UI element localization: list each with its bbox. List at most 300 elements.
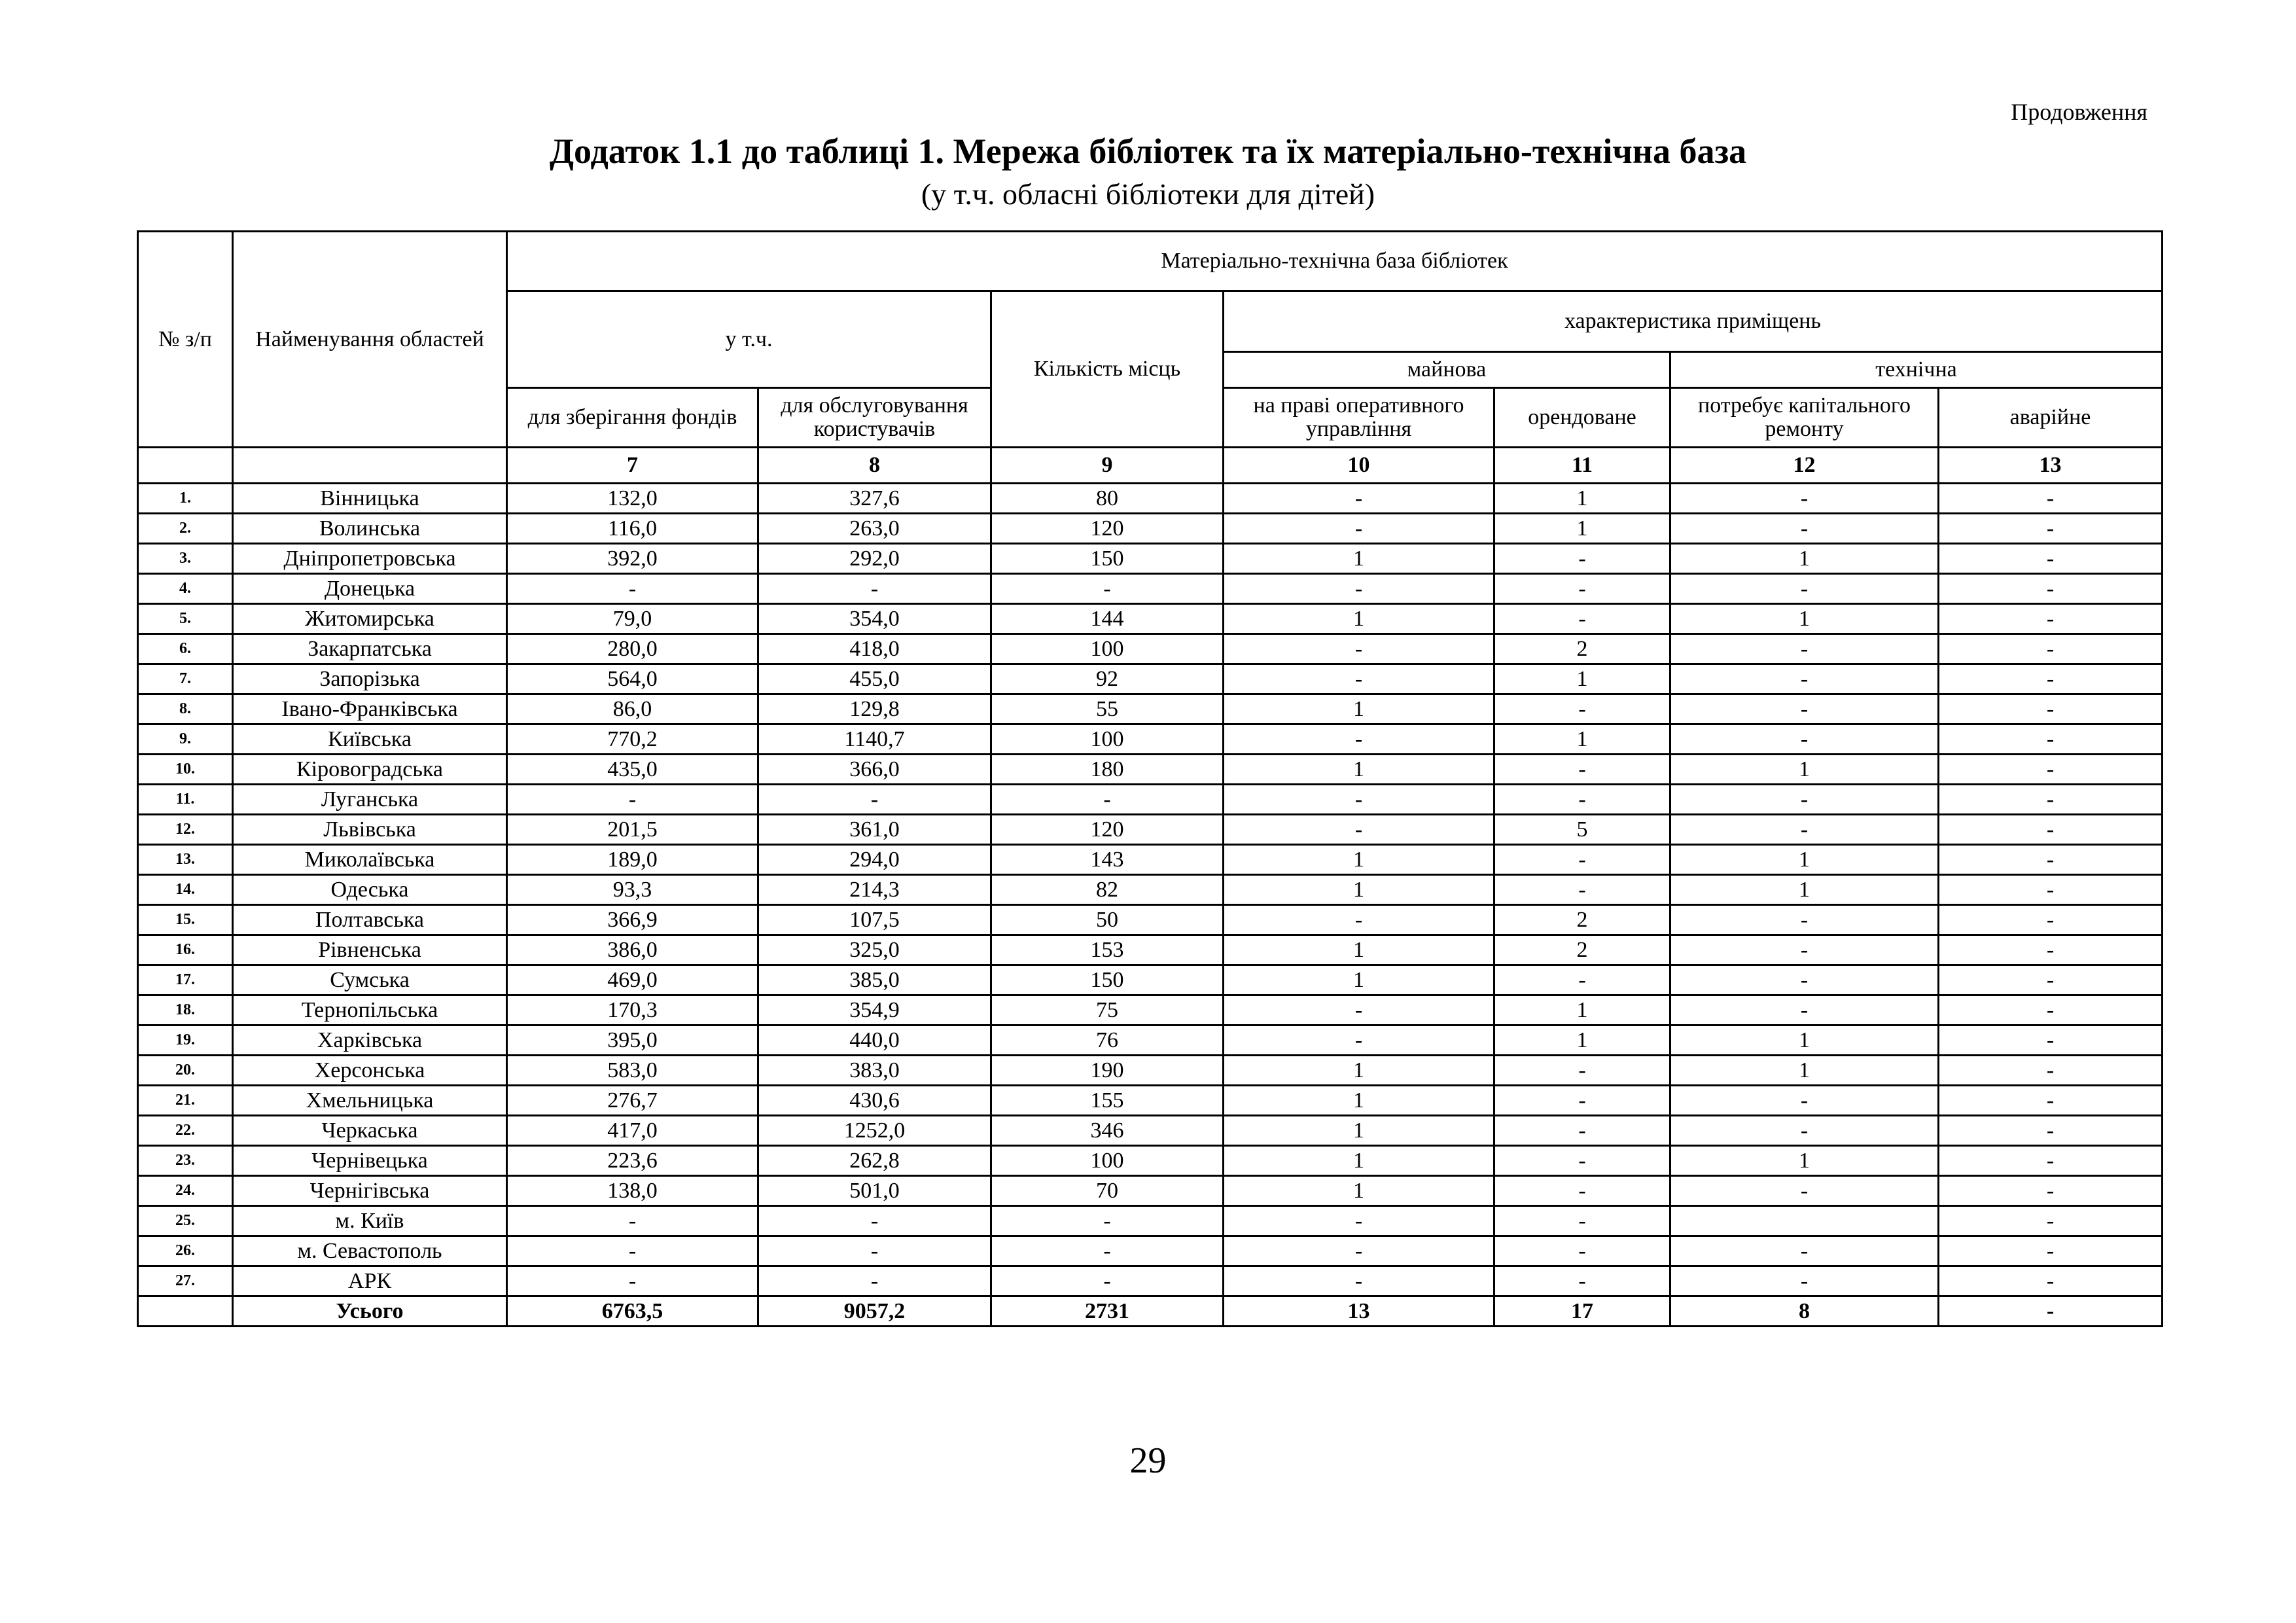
seats-count: 144 <box>991 604 1224 634</box>
rented-count: - <box>1494 1116 1670 1146</box>
service-area: 9057,2 <box>758 1296 991 1327</box>
storage-area: 770,2 <box>507 724 758 755</box>
operational-count: - <box>1224 995 1494 1026</box>
storage-area: 170,3 <box>507 995 758 1026</box>
rented-count: - <box>1494 544 1670 574</box>
row-number: 21. <box>138 1086 233 1116</box>
table-row <box>138 484 2163 514</box>
operational-count: - <box>1224 815 1494 845</box>
row-number: 10. <box>138 755 233 785</box>
emergency-count: - <box>1939 484 2163 514</box>
service-area: 366,0 <box>758 755 991 785</box>
operational-count: 1 <box>1224 755 1494 785</box>
region-name: Київська <box>233 724 507 755</box>
storage-area: - <box>507 1266 758 1296</box>
table-row <box>138 905 2163 935</box>
row-number: 5. <box>138 604 233 634</box>
header-including: у т.ч. <box>507 291 991 388</box>
region-name: Чернівецька <box>233 1146 507 1176</box>
emergency-count: - <box>1939 694 2163 724</box>
region-name: Чернігівська <box>233 1176 507 1206</box>
rented-count: - <box>1494 1206 1670 1236</box>
storage-area: 93,3 <box>507 875 758 905</box>
storage-area: 469,0 <box>507 965 758 995</box>
operational-count: 1 <box>1224 544 1494 574</box>
seats-count: - <box>991 1206 1224 1236</box>
column-number: 8 <box>758 448 991 484</box>
emergency-count: - <box>1939 1296 2163 1327</box>
operational-count: - <box>1224 664 1494 694</box>
row-number <box>138 1296 233 1327</box>
column-number: 7 <box>507 448 758 484</box>
header-seats: Кількість місць <box>991 291 1224 448</box>
repair-count: - <box>1670 724 1939 755</box>
operational-count: 1 <box>1224 875 1494 905</box>
page-subtitle: (у т.ч. обласні бібліотеки для дітей) <box>921 177 1375 211</box>
operational-count: 1 <box>1224 965 1494 995</box>
row-number: 18. <box>138 995 233 1026</box>
emergency-count: - <box>1939 604 2163 634</box>
repair-count: 1 <box>1670 544 1939 574</box>
storage-area: 132,0 <box>507 484 758 514</box>
service-area: - <box>758 574 991 604</box>
rented-count: - <box>1494 1056 1670 1086</box>
table-row <box>138 935 2163 965</box>
header-emergency: аварійне <box>1939 388 2163 448</box>
service-area: 385,0 <box>758 965 991 995</box>
region-name: Луганська <box>233 785 507 815</box>
rented-count: - <box>1494 1176 1670 1206</box>
row-number: 17. <box>138 965 233 995</box>
rented-count: 17 <box>1494 1296 1670 1327</box>
row-number: 19. <box>138 1026 233 1056</box>
region-name: Тернопільська <box>233 995 507 1026</box>
column-number: 12 <box>1670 448 1939 484</box>
repair-count: - <box>1670 1236 1939 1266</box>
table-row <box>138 664 2163 694</box>
rented-count: 1 <box>1494 664 1670 694</box>
row-number: 23. <box>138 1146 233 1176</box>
storage-area: 583,0 <box>507 1056 758 1086</box>
region-name: Івано-Франківська <box>233 694 507 724</box>
emergency-count: - <box>1939 574 2163 604</box>
row-number: 1. <box>138 484 233 514</box>
row-number: 27. <box>138 1266 233 1296</box>
region-name: Харківська <box>233 1026 507 1056</box>
storage-area: 6763,5 <box>507 1296 758 1327</box>
operational-count: 1 <box>1224 935 1494 965</box>
operational-count: 13 <box>1224 1296 1494 1327</box>
service-area: - <box>758 785 991 815</box>
seats-count: 150 <box>991 544 1224 574</box>
seats-count: 70 <box>991 1176 1224 1206</box>
row-number: 15. <box>138 905 233 935</box>
region-name: м. Київ <box>233 1206 507 1236</box>
rented-count: 1 <box>1494 995 1670 1026</box>
rented-count: - <box>1494 785 1670 815</box>
seats-count: - <box>991 574 1224 604</box>
seats-count: 100 <box>991 634 1224 664</box>
column-number: 13 <box>1939 448 2163 484</box>
row-number: 3. <box>138 544 233 574</box>
service-area: 501,0 <box>758 1176 991 1206</box>
operational-count: - <box>1224 1206 1494 1236</box>
operational-count: - <box>1224 1026 1494 1056</box>
storage-area: 395,0 <box>507 1026 758 1056</box>
header-operational: на праві оперативного управління <box>1224 388 1494 448</box>
row-number: 14. <box>138 875 233 905</box>
storage-area: 417,0 <box>507 1116 758 1146</box>
operational-count: 1 <box>1224 845 1494 875</box>
storage-area: - <box>507 574 758 604</box>
repair-count: 1 <box>1670 1026 1939 1056</box>
repair-count: - <box>1670 484 1939 514</box>
seats-count: 76 <box>991 1026 1224 1056</box>
column-number-blank <box>138 448 233 484</box>
row-number: 6. <box>138 634 233 664</box>
service-area: 294,0 <box>758 845 991 875</box>
column-number: 11 <box>1494 448 1670 484</box>
row-number: 22. <box>138 1116 233 1146</box>
row-number: 12. <box>138 815 233 845</box>
region-name: Хмельницька <box>233 1086 507 1116</box>
operational-count: - <box>1224 1236 1494 1266</box>
repair-count: - <box>1670 1116 1939 1146</box>
header-property: майнова <box>1224 352 1670 388</box>
storage-area: 223,6 <box>507 1146 758 1176</box>
header-repair: потребує капітального ремонту <box>1670 388 1939 448</box>
region-name: Житомирська <box>233 604 507 634</box>
region-name: Усього <box>233 1296 507 1327</box>
emergency-count: - <box>1939 905 2163 935</box>
emergency-count: - <box>1939 544 2163 574</box>
row-number: 9. <box>138 724 233 755</box>
table-row <box>138 694 2163 724</box>
table-row <box>138 1176 2163 1206</box>
seats-count: - <box>991 1266 1224 1296</box>
operational-count: - <box>1224 484 1494 514</box>
table-row <box>138 995 2163 1026</box>
repair-count: - <box>1670 694 1939 724</box>
row-number: 13. <box>138 845 233 875</box>
storage-area: 392,0 <box>507 544 758 574</box>
operational-count: 1 <box>1224 1086 1494 1116</box>
seats-count: 120 <box>991 815 1224 845</box>
header-name: Найменування областей <box>233 232 507 448</box>
repair-count: 1 <box>1670 604 1939 634</box>
rented-count: - <box>1494 1086 1670 1116</box>
header-premises: характеристика приміщень <box>1224 291 2163 352</box>
operational-count: 1 <box>1224 1116 1494 1146</box>
operational-count: 1 <box>1224 604 1494 634</box>
emergency-count: - <box>1939 785 2163 815</box>
repair-count: - <box>1670 995 1939 1026</box>
total-row <box>138 1296 2163 1327</box>
region-name: Черкаська <box>233 1116 507 1146</box>
region-name: Херсонська <box>233 1056 507 1086</box>
emergency-count: - <box>1939 1116 2163 1146</box>
storage-area: 201,5 <box>507 815 758 845</box>
table-row <box>138 1206 2163 1236</box>
table-row <box>138 1056 2163 1086</box>
storage-area: 435,0 <box>507 755 758 785</box>
emergency-count: - <box>1939 845 2163 875</box>
emergency-count: - <box>1939 1236 2163 1266</box>
seats-count: 155 <box>991 1086 1224 1116</box>
rented-count: - <box>1494 1266 1670 1296</box>
row-number: 16. <box>138 935 233 965</box>
repair-count: - <box>1670 574 1939 604</box>
region-name: Донецька <box>233 574 507 604</box>
operational-count: - <box>1224 785 1494 815</box>
region-name: АРК <box>233 1266 507 1296</box>
service-area: 361,0 <box>758 815 991 845</box>
repair-count: - <box>1670 785 1939 815</box>
row-number: 11. <box>138 785 233 815</box>
region-name: Полтавська <box>233 905 507 935</box>
emergency-count: - <box>1939 1176 2163 1206</box>
row-number: 25. <box>138 1206 233 1236</box>
seats-count: 75 <box>991 995 1224 1026</box>
storage-area: 86,0 <box>507 694 758 724</box>
seats-count: 80 <box>991 484 1224 514</box>
table-row <box>138 785 2163 815</box>
rented-count: 1 <box>1494 514 1670 544</box>
emergency-count: - <box>1939 1206 2163 1236</box>
table-row <box>138 574 2163 604</box>
service-area: 327,6 <box>758 484 991 514</box>
table-row <box>138 755 2163 785</box>
repair-count: 8 <box>1670 1296 1939 1327</box>
seats-count: 150 <box>991 965 1224 995</box>
service-area: 292,0 <box>758 544 991 574</box>
storage-area: - <box>507 785 758 815</box>
repair-count: 1 <box>1670 1146 1939 1176</box>
seats-count: 153 <box>991 935 1224 965</box>
repair-count: 1 <box>1670 845 1939 875</box>
repair-count: - <box>1670 634 1939 664</box>
page-title: Додаток 1.1 до таблиці 1. Мережа бібліотек та їх матеріально-технічна база <box>549 132 1747 171</box>
seats-count: 82 <box>991 875 1224 905</box>
service-area: 430,6 <box>758 1086 991 1116</box>
operational-count: - <box>1224 1266 1494 1296</box>
storage-area: - <box>507 1206 758 1236</box>
operational-count: - <box>1224 634 1494 664</box>
storage-area: - <box>507 1236 758 1266</box>
table-body <box>138 484 2163 1327</box>
rented-count: - <box>1494 875 1670 905</box>
seats-count: 100 <box>991 1146 1224 1176</box>
emergency-count: - <box>1939 664 2163 694</box>
storage-area: 564,0 <box>507 664 758 694</box>
rented-count: - <box>1494 694 1670 724</box>
storage-area: 366,9 <box>507 905 758 935</box>
repair-count: 1 <box>1670 1056 1939 1086</box>
rented-count: 5 <box>1494 815 1670 845</box>
repair-count: 1 <box>1670 755 1939 785</box>
rented-count: 1 <box>1494 724 1670 755</box>
region-name: Рівненська <box>233 935 507 965</box>
service-area: - <box>758 1236 991 1266</box>
rented-count: 1 <box>1494 484 1670 514</box>
page-number: 29 <box>1129 1440 1167 1481</box>
emergency-count: - <box>1939 634 2163 664</box>
repair-count: - <box>1670 664 1939 694</box>
emergency-count: - <box>1939 995 2163 1026</box>
table-row <box>138 965 2163 995</box>
column-number: 9 <box>991 448 1224 484</box>
service-area: 263,0 <box>758 514 991 544</box>
emergency-count: - <box>1939 815 2163 845</box>
service-area: - <box>758 1266 991 1296</box>
table-row <box>138 1026 2163 1056</box>
column-number-blank <box>233 448 507 484</box>
row-number: 20. <box>138 1056 233 1086</box>
rented-count: - <box>1494 965 1670 995</box>
seats-count: 50 <box>991 905 1224 935</box>
header-rented: орендоване <box>1494 388 1670 448</box>
seats-count: 120 <box>991 514 1224 544</box>
emergency-count: - <box>1939 875 2163 905</box>
emergency-count: - <box>1939 1026 2163 1056</box>
service-area: 455,0 <box>758 664 991 694</box>
service-area: 129,8 <box>758 694 991 724</box>
emergency-count: - <box>1939 1086 2163 1116</box>
rented-count: 2 <box>1494 935 1670 965</box>
seats-count: 190 <box>991 1056 1224 1086</box>
table-row <box>138 815 2163 845</box>
repair-count: - <box>1670 1086 1939 1116</box>
service-area: 354,0 <box>758 604 991 634</box>
storage-area: 280,0 <box>507 634 758 664</box>
service-area: 325,0 <box>758 935 991 965</box>
emergency-count: - <box>1939 755 2163 785</box>
row-number: 26. <box>138 1236 233 1266</box>
region-name: Миколаївська <box>233 845 507 875</box>
repair-count: - <box>1670 514 1939 544</box>
service-area: 418,0 <box>758 634 991 664</box>
operational-count: 1 <box>1224 694 1494 724</box>
region-name: м. Севастополь <box>233 1236 507 1266</box>
storage-area: 276,7 <box>507 1086 758 1116</box>
operational-count: - <box>1224 514 1494 544</box>
rented-count: - <box>1494 755 1670 785</box>
seats-count: - <box>991 1236 1224 1266</box>
table-row <box>138 875 2163 905</box>
operational-count: - <box>1224 905 1494 935</box>
operational-count: - <box>1224 574 1494 604</box>
service-area: 440,0 <box>758 1026 991 1056</box>
seats-count: 180 <box>991 755 1224 785</box>
seats-count: 2731 <box>991 1296 1224 1327</box>
header-material-base: Матеріально-технічна база бібліотек <box>507 232 2163 291</box>
rented-count: - <box>1494 1236 1670 1266</box>
repair-count: - <box>1670 965 1939 995</box>
operational-count: 1 <box>1224 1056 1494 1086</box>
service-area: 354,9 <box>758 995 991 1026</box>
continuation-label: Продовження <box>2011 99 2147 125</box>
service-area: 1252,0 <box>758 1116 991 1146</box>
table-row <box>138 845 2163 875</box>
rented-count: 1 <box>1494 1026 1670 1056</box>
region-name: Вінницька <box>233 484 507 514</box>
storage-area: 386,0 <box>507 935 758 965</box>
seats-count: 346 <box>991 1116 1224 1146</box>
rented-count: - <box>1494 574 1670 604</box>
table-row <box>138 1116 2163 1146</box>
rented-count: - <box>1494 604 1670 634</box>
region-name: Запорізька <box>233 664 507 694</box>
seats-count: 55 <box>991 694 1224 724</box>
table-row <box>138 1146 2163 1176</box>
region-name: Дніпропетровська <box>233 544 507 574</box>
region-name: Одеська <box>233 875 507 905</box>
service-area: 262,8 <box>758 1146 991 1176</box>
region-name: Кіровоградська <box>233 755 507 785</box>
libraries-table <box>137 230 2163 1327</box>
repair-count <box>1670 1206 1939 1236</box>
service-area: - <box>758 1206 991 1236</box>
rented-count: - <box>1494 845 1670 875</box>
emergency-count: - <box>1939 1056 2163 1086</box>
rented-count: 2 <box>1494 905 1670 935</box>
repair-count: - <box>1670 905 1939 935</box>
region-name: Львівська <box>233 815 507 845</box>
rented-count: 2 <box>1494 634 1670 664</box>
emergency-count: - <box>1939 935 2163 965</box>
seats-count: - <box>991 785 1224 815</box>
storage-area: 116,0 <box>507 514 758 544</box>
table-row <box>138 604 2163 634</box>
emergency-count: - <box>1939 514 2163 544</box>
repair-count: - <box>1670 1176 1939 1206</box>
region-name: Сумська <box>233 965 507 995</box>
region-name: Закарпатська <box>233 634 507 664</box>
row-number: 4. <box>138 574 233 604</box>
operational-count: 1 <box>1224 1176 1494 1206</box>
storage-area: 79,0 <box>507 604 758 634</box>
seats-count: 92 <box>991 664 1224 694</box>
service-area: 1140,7 <box>758 724 991 755</box>
table-row <box>138 514 2163 544</box>
table-row <box>138 1086 2163 1116</box>
row-number: 8. <box>138 694 233 724</box>
service-area: 107,5 <box>758 905 991 935</box>
storage-area: 138,0 <box>507 1176 758 1206</box>
table-row <box>138 1266 2163 1296</box>
row-number: 24. <box>138 1176 233 1206</box>
header-storage: для зберігання фондів <box>507 388 758 448</box>
region-name: Волинська <box>233 514 507 544</box>
emergency-count: - <box>1939 965 2163 995</box>
row-number: 7. <box>138 664 233 694</box>
service-area: 383,0 <box>758 1056 991 1086</box>
seats-count: 143 <box>991 845 1224 875</box>
seats-count: 100 <box>991 724 1224 755</box>
storage-area: 189,0 <box>507 845 758 875</box>
table-row <box>138 724 2163 755</box>
header-technical: технічна <box>1670 352 2163 388</box>
table-row <box>138 1236 2163 1266</box>
header-service: для обслуговування користувачів <box>758 388 991 448</box>
operational-count: - <box>1224 724 1494 755</box>
service-area: 214,3 <box>758 875 991 905</box>
emergency-count: - <box>1939 1146 2163 1176</box>
operational-count: 1 <box>1224 1146 1494 1176</box>
emergency-count: - <box>1939 724 2163 755</box>
column-number: 10 <box>1224 448 1494 484</box>
repair-count: 1 <box>1670 875 1939 905</box>
